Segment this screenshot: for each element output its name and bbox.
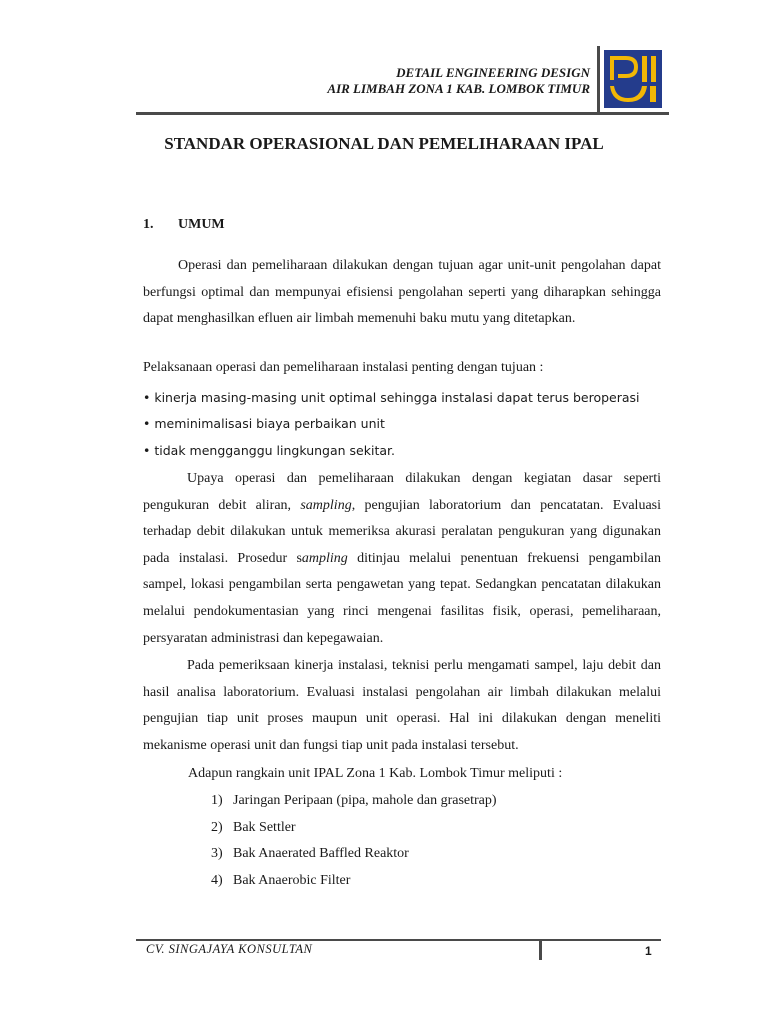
header-title-line2: AIR LIMBAH ZONA 1 KAB. LOMBOK TIMUR xyxy=(327,81,590,96)
footer-divider xyxy=(136,939,661,941)
paragraph-3: Pada pemeriksaan kinerja instalasi, teknisi perlu mengamati sampel, laju debit dan hasil analisa laboratorium. Evaluasi instalasi pengolahan air limbah dilakukan melalui pengujian tiap unit proses maupun unit operasi. Hal ini dilakukan dengan meneliti mekanisme operasi unit dan fungsi tiap unit pada instalasi tersebut. xyxy=(143,658,661,753)
paragraph-2-em1: sampling xyxy=(300,497,352,513)
list-intro: Adapun rangkain unit IPAL Zona 1 Kab. Lombok Timur meliputi : xyxy=(188,766,563,781)
list-item xyxy=(211,873,350,889)
list-item-text: Bak Anaerated Baffled Reaktor xyxy=(233,846,409,861)
section-number: 1. xyxy=(143,217,154,232)
list-item-number: 2) xyxy=(211,820,223,835)
list-item-text: Jaringan Peripaan (pipa, mahole dan grasetrap) xyxy=(233,793,497,808)
section-title: UMUM xyxy=(178,217,225,232)
paragraph-1: Operasi dan pemeliharaan dilakukan dengan tujuan agar unit-unit pengolahan dapat berfungsi optimal dan mempunyai efisiensi pengolahan seperti yang diharapkan sehingga dapat menghasilkan efluen air limbah memenuhi baku mutu yang ditetapkan. xyxy=(143,258,661,327)
list-item xyxy=(211,793,497,809)
bullet-item-3: • tidak mengganggu lingkungan sekitar. xyxy=(143,443,395,458)
page-title: STANDAR OPERASIONAL DAN PEMELIHARAAN IPAL xyxy=(164,134,604,153)
header-divider-vertical xyxy=(597,46,600,113)
footer-divider-mark xyxy=(539,940,542,960)
paragraph-2 xyxy=(143,466,661,652)
bullet-item-2: • meminimalisasi biaya perbaikan unit xyxy=(143,416,385,431)
paragraph-2-part1: Upaya operasi dan pemeliharaan dilakukan dengan kegiatan dasar seperti pengukuran debit aliran, xyxy=(143,471,661,513)
list-item-number: 3) xyxy=(211,846,223,861)
list-item xyxy=(211,820,296,836)
pu-logo-icon xyxy=(604,50,662,108)
footer-company: CV. SINGAJAYA KONSULTAN xyxy=(146,942,313,956)
list-item xyxy=(211,846,409,862)
list-item-text: Bak Settler xyxy=(233,820,296,835)
paragraph-2-part3: ditinjau melalui penentuan frekuensi pengambilan sampel, lokasi pengambilan serta pengawetan yang tepat. Sedangkan pencatatan dilakukan melalui pendokumentasian yang rinci mengenai fasilitas fisik, operasi, pemeliharaan, persyaratan administrasi dan kepegawaian. xyxy=(143,550,661,646)
page-number: 1 xyxy=(645,944,652,958)
header-title-line1: DETAIL ENGINEERING DESIGN xyxy=(396,65,590,80)
bullet-item-1: • kinerja masing-masing unit optimal sehingga instalasi dapat terus beroperasi xyxy=(143,390,640,405)
list-item-number: 1) xyxy=(211,793,223,808)
list-item-number: 4) xyxy=(211,873,223,888)
section-heading xyxy=(143,217,225,233)
paragraph-2-em2: ampling xyxy=(301,550,348,566)
paragraph-2-part2: , pengujian laboratorium dan pencatatan. Evaluasi terhadap debit dilakukan untuk memeriksa akurasi peralatan pengukuran yang digunakan pada instalasi. Prosedur s xyxy=(143,497,661,566)
header-divider-horizontal xyxy=(136,112,669,115)
intro-line: Pelaksanaan operasi dan pemeliharaan instalasi penting dengan tujuan : xyxy=(143,360,544,375)
list-item-text: Bak Anaerobic Filter xyxy=(233,873,351,888)
